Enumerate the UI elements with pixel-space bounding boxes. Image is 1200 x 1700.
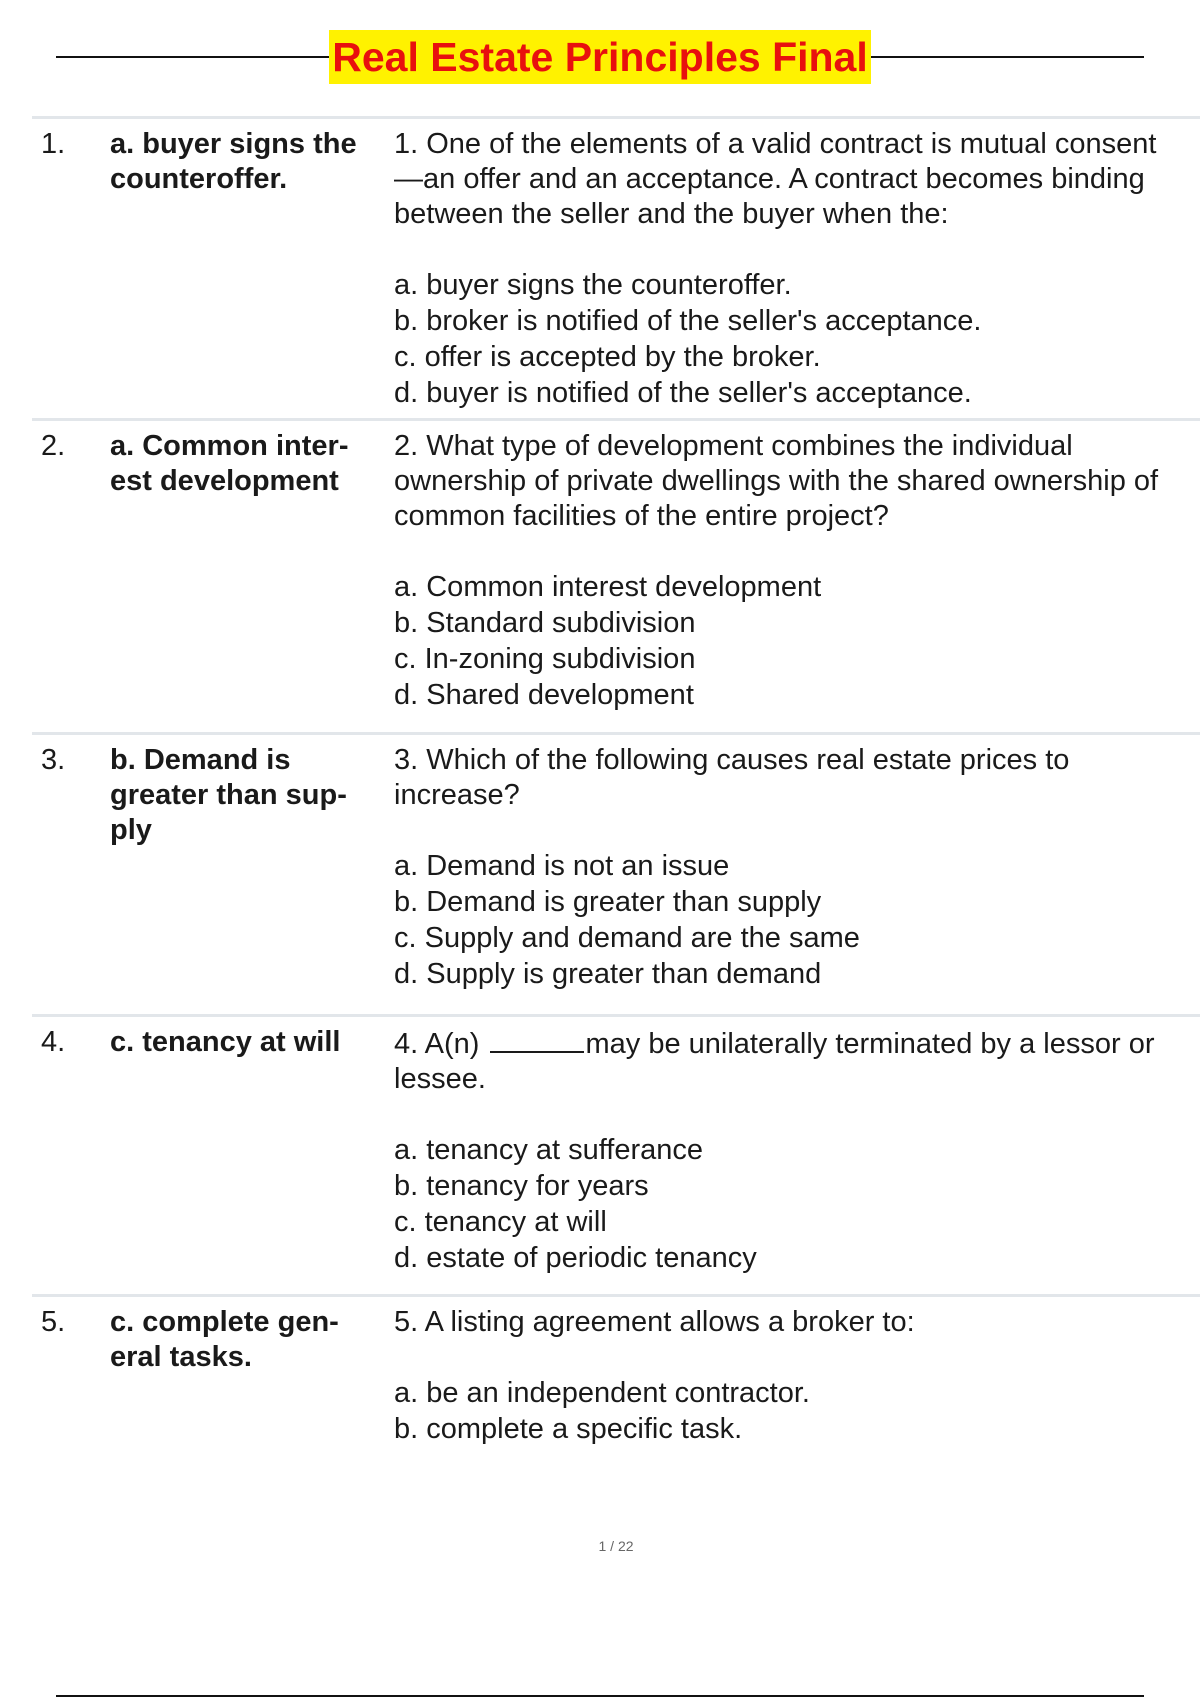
question-stem: 5. A listing agreement allows a broker to: — [394, 1306, 915, 1338]
option-list — [394, 569, 1182, 713]
question-stem-start: 4. A(n) — [394, 1028, 480, 1060]
page-title: Real Estate Principles Final — [329, 30, 870, 84]
question-stem: 1. One of the elements of a valid contract is mutual consent—an offer and an acceptance. A contract becomes binding between the seller and the buyer when the: — [394, 128, 1157, 230]
question-body — [382, 743, 1200, 1002]
option-a: a. Common interest development — [394, 571, 822, 603]
question-number: 2. — [41, 430, 66, 462]
question-number: 1. — [41, 128, 66, 160]
option-c: c. offer is accepted by the broker. — [394, 341, 821, 373]
option-a: a. Demand is not an issue — [394, 850, 730, 882]
title-bar — [56, 28, 1144, 86]
option-c: c. Supply and demand are the same — [394, 922, 860, 954]
question-row-4 — [32, 1014, 1200, 1294]
answer-key: c. complete general tasks. — [110, 1306, 339, 1373]
question-number: 4. — [41, 1026, 66, 1058]
answer-key: a. Common interest development — [110, 430, 349, 497]
answer-key: b. Demand is greater than supply — [110, 744, 347, 846]
page-number: 1 / 22 — [598, 1538, 634, 1554]
question-row-5 — [32, 1294, 1200, 1454]
option-a: a. buyer signs the counteroffer. — [394, 269, 792, 301]
answer-key: c. tenancy at will — [110, 1026, 341, 1058]
option-b: b. complete a specific task. — [394, 1413, 743, 1445]
option-d: d. Shared development — [394, 679, 694, 711]
option-d: d. buyer is notified of the seller's acceptance. — [394, 377, 972, 409]
option-c: c. In-zoning subdivision — [394, 643, 696, 675]
option-list — [394, 1132, 1182, 1276]
option-b: b. tenancy for years — [394, 1170, 649, 1202]
option-list — [394, 1375, 1182, 1447]
option-c: c. tenancy at will — [394, 1206, 607, 1238]
title-rule-right — [871, 56, 1144, 58]
question-stem-end: may be unilaterally terminated by a lessor or lessee. — [394, 1028, 1155, 1095]
footer-rule — [56, 1695, 1144, 1697]
question-row-3 — [32, 732, 1200, 1014]
question-stem: 3. Which of the following causes real estate prices to increase? — [394, 744, 1070, 811]
question-stem — [394, 1025, 1182, 1097]
answer-key: a. buyer signs the counteroffer. — [110, 128, 357, 195]
option-d: d. estate of periodic tenancy — [394, 1242, 757, 1274]
question-number: 3. — [41, 744, 66, 776]
question-body — [382, 1305, 1200, 1447]
question-row-2 — [32, 418, 1200, 732]
option-a: a. be an independent contractor. — [394, 1377, 810, 1409]
option-list — [394, 848, 1182, 992]
option-d: d. Supply is greater than demand — [394, 958, 822, 990]
question-number: 5. — [41, 1306, 66, 1338]
question-body — [382, 1025, 1200, 1282]
option-b: b. Demand is greater than supply — [394, 886, 822, 918]
question-list — [32, 116, 1200, 1454]
question-body — [382, 429, 1200, 720]
title-rule-left — [56, 56, 329, 58]
option-b: b. broker is notified of the seller's acceptance. — [394, 305, 982, 337]
option-b: b. Standard subdivision — [394, 607, 696, 639]
option-list — [394, 267, 1182, 411]
option-a: a. tenancy at sufferance — [394, 1134, 704, 1166]
fill-in-blank — [490, 1025, 584, 1053]
question-body — [382, 127, 1200, 411]
question-stem: 2. What type of development combines the individual ownership of private dwellings with the shared ownership of common facilities of the entire project? — [394, 430, 1159, 532]
question-row-1 — [32, 116, 1200, 418]
